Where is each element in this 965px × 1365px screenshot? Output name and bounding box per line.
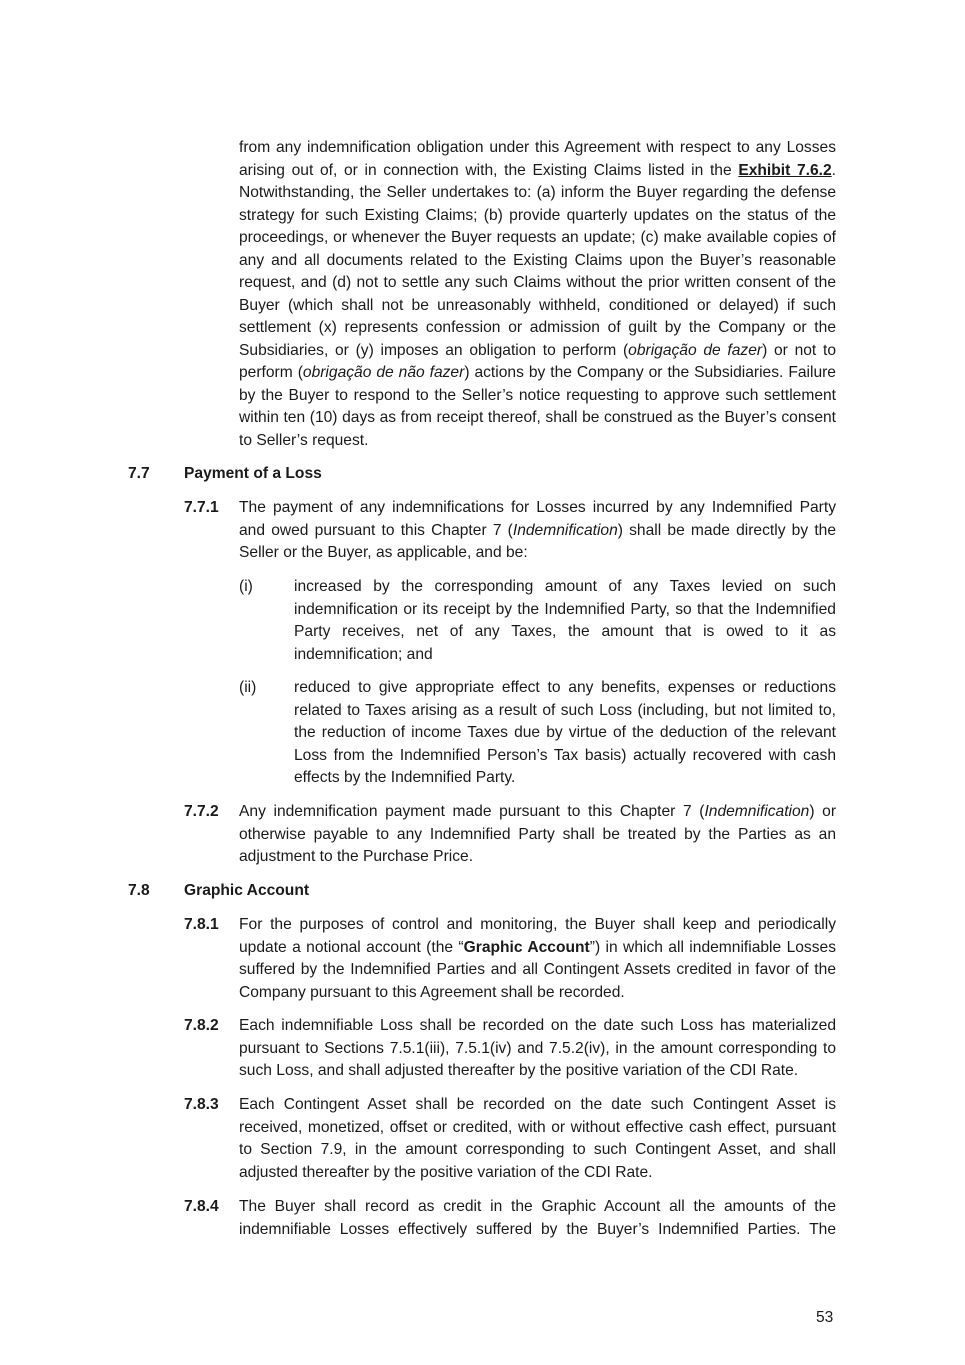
clause-7-8-2-text: Each indemnifiable Loss shall be recorded on the date such Loss has materialized pursuant to Sections 7.5.1(iii), 7.5.1(iv) and 7.5.2(iv), in the amount corresponding to such Loss, and shall adjusted thereafter by the positive variation of the CDI Rate. [239,1017,836,1079]
clause-7-7-2-text-2: ) or otherwise payable to any Indemnified Party shall be treated by the Parties as an adjustment to the Purchase Price. [239,803,837,865]
continuation-paragraph [239,137,836,452]
item-i-number: (i) [239,578,253,595]
continuation-text-3: ) or not to perform ( [239,341,836,381]
continuation-text-1: from any indemnification obligation under this Agreement with respect to any Losses arising out of, or in connection with, the Existing Claims listed in the [239,139,836,179]
clause-7-7-2-text [239,801,836,869]
clause-7-7-1-text-2: ) shall be made directly by the Seller or the Buyer, as applicable, and be: [239,521,837,561]
clause-7-8-1-text-1: For the purposes of control and monitoring, the Buyer shall keep and periodically update a notional account (the “ [239,916,836,956]
clause-7-8-1-bold: Graphic Account [463,938,590,956]
section-7-8-title: Graphic Account [184,882,310,899]
item-ii-number: (ii) [239,679,257,696]
clause-7-7-2-text-1: Any indemnification payment made pursuant to this Chapter 7 ( [239,803,705,820]
continuation-italic-1: obrigação de fazer [628,341,763,359]
clause-7-8-1-text-2: ”) in which all indemnifiable Losses suffered by the Indemnified Parties and all Contingent Assets credited in favor of the Company pursuant to this Agreement shall be recorded. [239,938,836,1001]
clause-7-7-1-text-1: The payment of any indemnifications for Losses incurred by any Indemnified Party and owed pursuant to this Chapter 7 ( [239,499,836,539]
clause-7-7-2-italic: Indemnification [704,803,810,820]
exhibit-reference: Exhibit 7.6.2 [738,161,832,179]
clause-7-7-1-text [239,497,836,565]
clause-7-8-2-number: 7.8.2 [184,1017,219,1034]
clause-7-8-3-text: Each Contingent Asset shall be recorded on the date such Contingent Asset is received, monetized, offset or credited, with or without effective cash effect, pursuant to Section 7.9, in the amount corresponding to such Contingent Asset, and shall adjusted thereafter by the positive variation of the CDI Rate. [239,1096,836,1181]
clause-7-8-1-number: 7.8.1 [184,916,219,933]
section-7-7-number: 7.7 [128,465,150,482]
clause-7-8-3-number: 7.8.3 [184,1096,219,1113]
clause-7-8-4-number: 7.8.4 [184,1198,219,1215]
clause-7-7-1-number: 7.7.1 [184,499,219,516]
clause-7-7-2-number: 7.7.2 [184,803,219,820]
continuation-text-2: . Notwithstanding, the Seller undertakes to: (a) inform the Buyer regarding the defense strategy for such Existing Claims; (b) provide quarterly updates on the status of the proceedings, or whenever the Buyer requests an update; (c) make available copies of any and all documents related to the Existing Claims upon the Buyer’s reasonable request, and (d) not to settle any such Claims without the prior written consent of the Buyer (which shall not be unreasonably withheld, conditioned or delayed) if such settlement (x) represents confession or admission of guilt by the Company or the Subsidiaries, or (y) imposes an obligation to perform ( [239,161,836,359]
continuation-italic-2: obrigação de não fazer [302,364,465,381]
clause-7-8-1-text [239,914,836,1004]
page-number: 53 [816,1309,834,1326]
section-7-7-title: Payment of a Loss [184,465,322,482]
continuation-text-4: ) actions by the Company or the Subsidiaries. Failure by the Buyer to respond to the Seller’s notice requesting to approve such settlement within ten (10) days as from receipt thereof, shall be construed as the Buyer’s consent to Seller’s request. [239,364,836,449]
item-i-text: increased by the corresponding amount of any Taxes levied on such indemnification or its receipt by the Indemnified Party, so that the Indemnified Party receives, net of any Taxes, the amount that is owed to it as indemnification; and [294,578,836,663]
section-7-8-number: 7.8 [128,882,150,899]
item-ii-text: reduced to give appropriate effect to any benefits, expenses or reductions related to Taxes arising as a result of such Loss (including, but not limited to, the reduction of income Taxes due by virtue of the deduction of the relevant Loss from the Indemnified Person’s Tax basis) actually recovered with cash effects by the Indemnified Party. [294,679,836,786]
clause-7-7-1-italic: Indemnification [512,521,618,539]
clause-7-8-4-text: The Buyer shall record as credit in the Graphic Account all the amounts of the indemnifiable Losses effectively suffered by the Buyer’s Indemnified Parties. The [239,1198,836,1238]
